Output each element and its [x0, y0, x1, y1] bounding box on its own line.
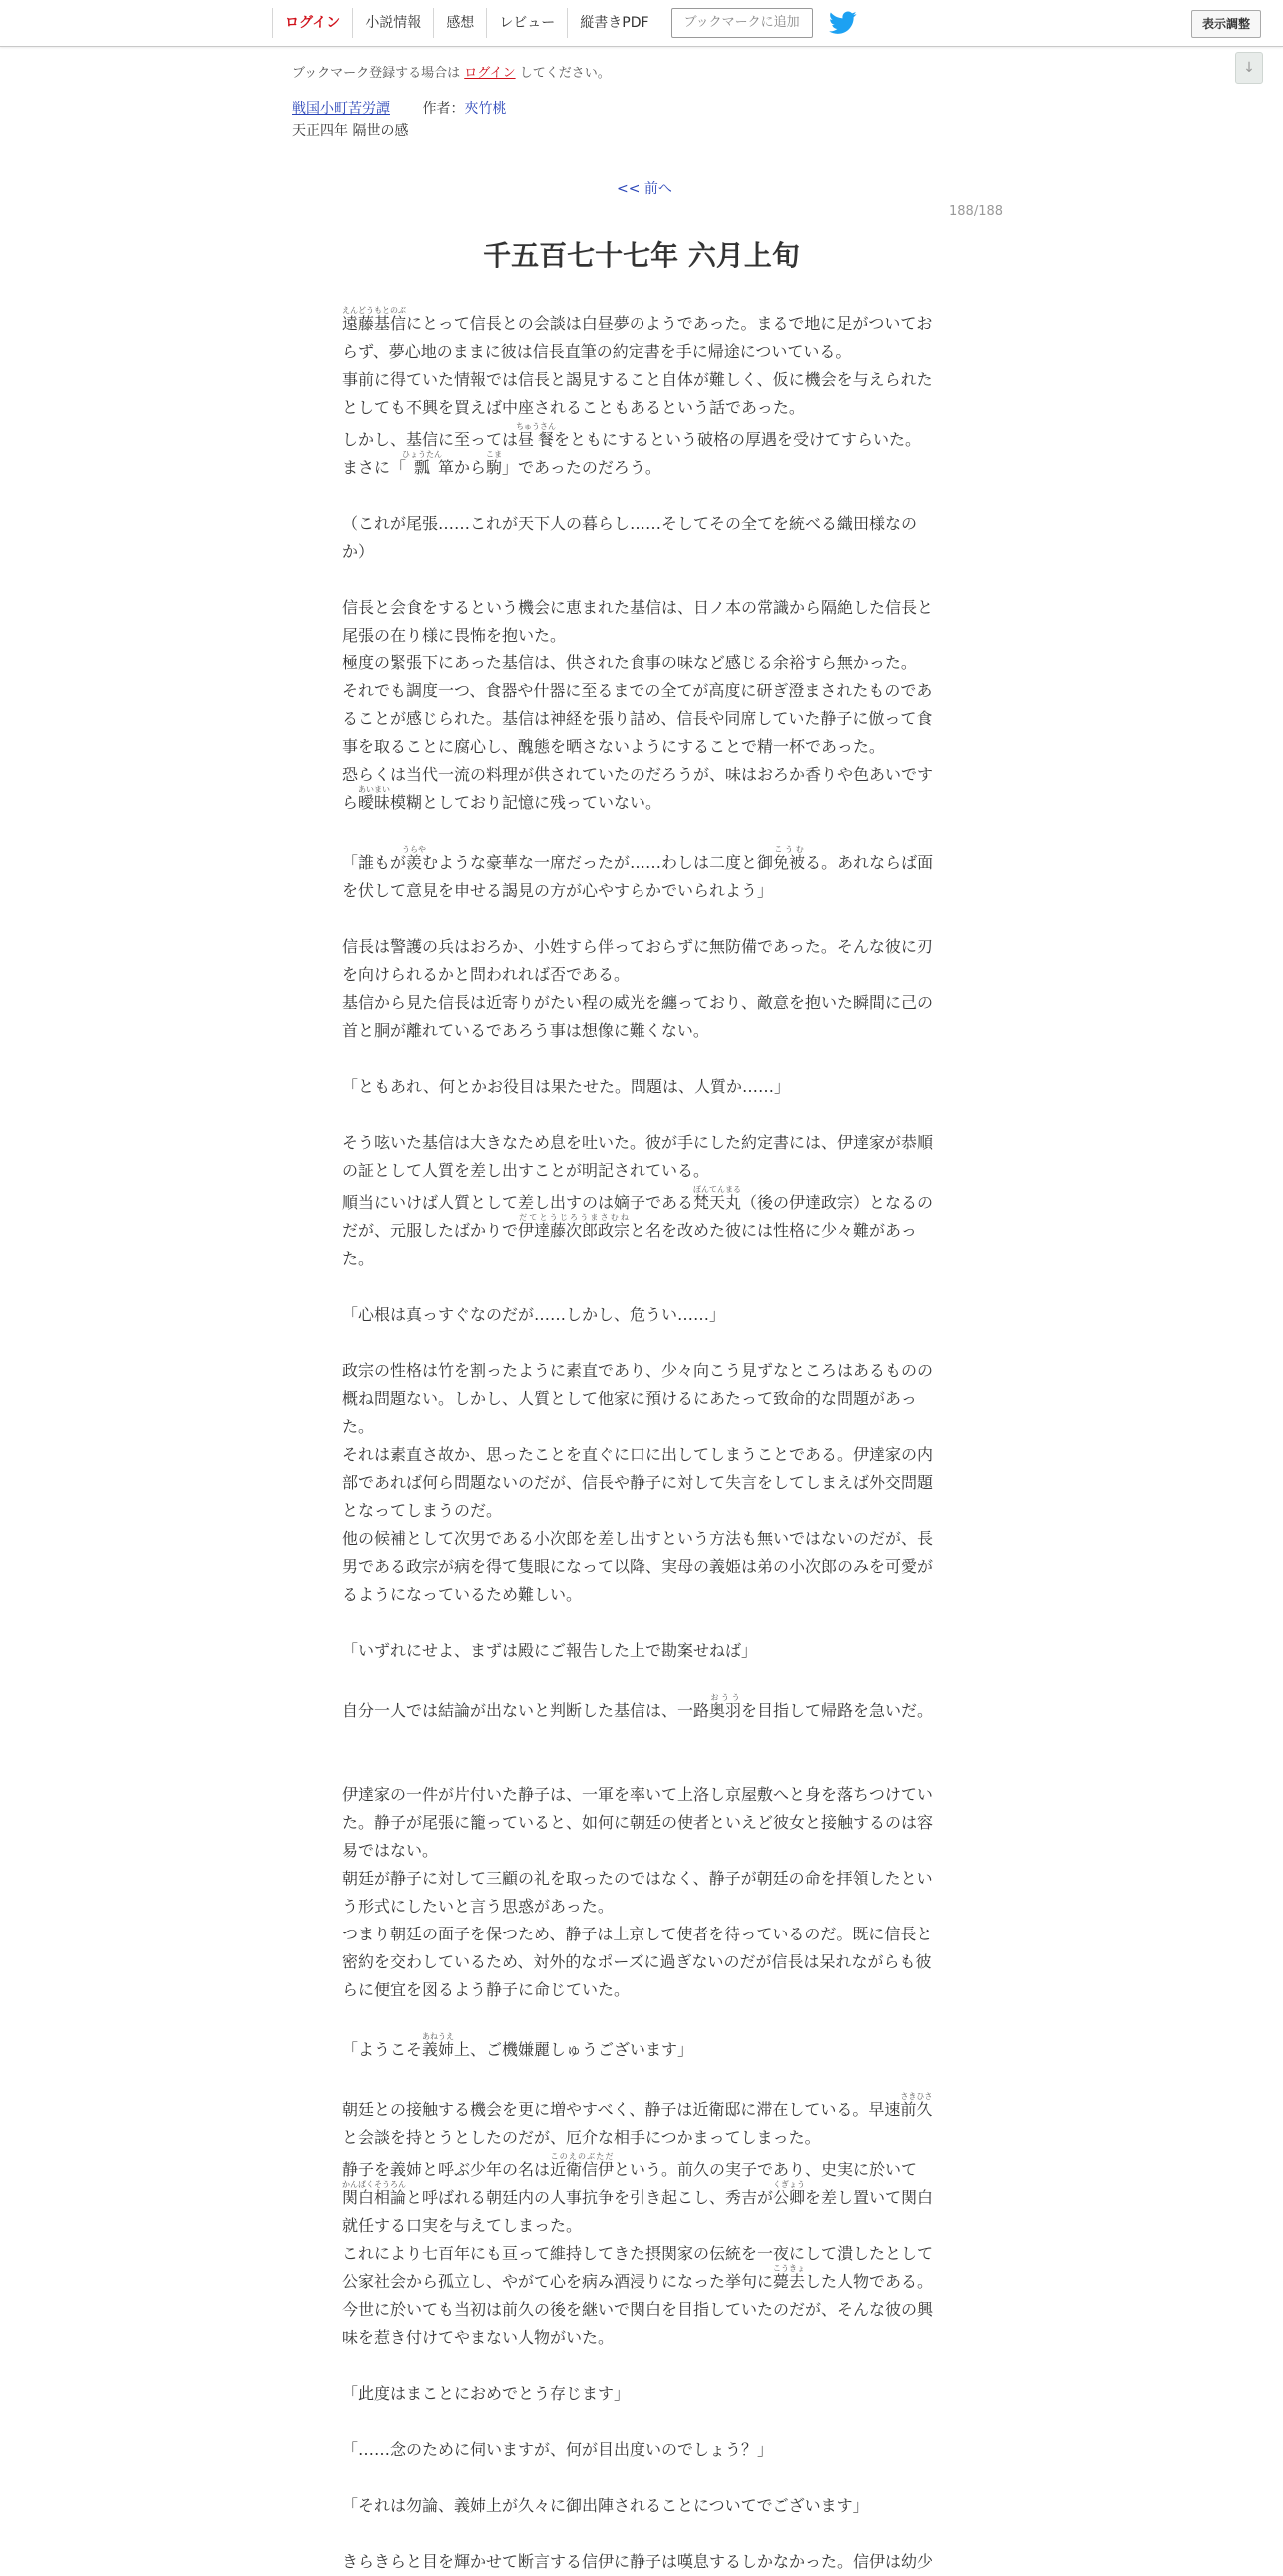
ruby: 駒こま	[486, 450, 503, 477]
blank-line	[342, 1101, 937, 1129]
episode-title: 千五百七十七年 六月上旬	[483, 239, 800, 272]
blank-line	[342, 566, 937, 594]
ruby: 関白相論かんぱくそうろん	[342, 2180, 407, 2207]
prev-page-link[interactable]: << 前へ	[617, 181, 672, 197]
blank-line	[342, 2520, 937, 2548]
paragraph: 伊達家の一件が片付いた静子は、一軍を率いて上洛し京屋敷へと身を落ちつけていた。静子が尾張に籠っていると、如何に朝廷の使者といえど彼女と接触するのは容易ではない。	[342, 1785, 934, 1860]
ruby: 義姉あねうえ	[422, 2032, 455, 2059]
nav-menu	[272, 0, 857, 46]
ruby: 奥羽おうう	[709, 1693, 742, 1720]
ruby: 前久さきひさ	[900, 2092, 933, 2119]
paragraph: 「此度はまことにおめでとう存じます」	[342, 2384, 631, 2403]
author-link[interactable]: 夾竹桃	[464, 101, 507, 117]
bookmark-login-notice	[292, 62, 611, 81]
ruby: 梵天丸ぼんてんまる	[693, 1185, 742, 1212]
paragraph: 事前に得ていた情報では信長と謁見すること自体が難しく、仮に機会を与えられたとしても不興を買えば中座されることもあるという話であった。	[342, 370, 933, 417]
paragraph: これにより七百年にも亘って維持してきた摂関家の伝統を一夜にして潰したとして公家社会から孤立し、やがて心を病み酒浸りになった挙句に薨去こうきょした人物である。	[342, 2244, 934, 2291]
paragraph: 恐らくは当代一流の料理が供されていたのだろうが、味はおろか香りや色あいですら曖昧あいまい模糊としており記憶に残っていない。	[342, 765, 934, 812]
paragraph: 今世に於いても当初は前久の後を継いで関白を目指していたのだが、そんな彼の興味を惹き付けてやまない人物がいた。	[342, 2300, 934, 2347]
author-label: 作者：	[422, 101, 465, 117]
paragraph: 遠藤基信えんどうもとのぶにとって信長との会談は白昼夢のようであった。まるで地に足がついておらず、夢心地のままに彼は信長直筆の約定書を手に帰途についている。	[342, 306, 933, 361]
paragraph: つまり朝廷の面子を保つため、静子は上京して使者を待っているのだ。既に信長と密約を交わしているため、対外的なポーズに過ぎないのだが信長は呆れながらも彼らに便宜を図るよう静子に命じていた。	[342, 1925, 933, 1999]
blank-line	[342, 1665, 937, 1693]
ruby: 昼餐ちゅうさん	[516, 422, 557, 449]
blank-line	[342, 1273, 937, 1301]
nav-login[interactable]: ログイン	[272, 8, 352, 38]
paragraph: それでも調度一つ、食器や什器に至るまでの全てが高度に研ぎ澄まされたものであることが感じられた。基信は神経を張り詰め、信長や同席していた静子に倣って食事を取ることに腐心し、醜態を晒さないようにすることで精一杯であった。	[342, 681, 933, 756]
ruby: 瓢ひょうたん	[402, 450, 443, 477]
paragraph: そう呟いた基信は大きなため息を吐いた。彼が手にした約定書には、伊達家が恭順の証として人質を差し出すことが明記されている。	[342, 1133, 934, 1180]
blank-line	[342, 1329, 937, 1357]
blank-line	[342, 2352, 937, 2380]
paragraph: （これが尾張……これが天下人の暮らし……そしてその全てを統べる織田様なのか）	[342, 514, 918, 561]
paragraph: 「いずれにせよ、まずは殿にご報告した上で勘案せねば」	[342, 1641, 758, 1660]
paragraph: 「……念のために伺いますが、何が目出度いのでしょう？」	[342, 2440, 774, 2459]
novel-body	[342, 306, 937, 2576]
paragraph: 政宗の性格は竹を割ったように素直であり、少々向こう見ずなところはあるものの概ね問題ない。しかし、人質として他家に預けるにあたって致命的な問題があった。	[342, 1361, 934, 1436]
blank-line	[342, 2464, 937, 2492]
top-navbar	[0, 0, 1283, 47]
blank-line	[342, 2408, 937, 2436]
blank-line	[342, 817, 937, 845]
paragraph: 「ともあれ、何とかお役目は果たせた。問題は、人質か……」	[342, 1077, 790, 1096]
blank-line	[342, 1609, 937, 1637]
blank-line	[342, 905, 937, 933]
ruby: 伊達藤次郎政宗だてとうじろうまさむね	[518, 1213, 631, 1240]
paragraph: 他の候補として次男である小次郎を差し出すという方法も無いではないのだが、長男である政宗が病を得て隻眼になって以降、実母の義姫は弟の小次郎のみを可愛がるようになっているため難しい。	[342, 1529, 934, 1604]
notice-suffix: してください。	[519, 66, 611, 81]
paragraph: 極度の緊張下にあった基信は、供された食事の味など感じる余裕すら無かった。	[342, 653, 917, 672]
blank-line	[342, 482, 937, 510]
paragraph: 信長と会食をするという機会に恵まれた基信は、日ノ本の常識から隔絶した信長と尾張の在り様に畏怖を抱いた。	[342, 598, 934, 644]
ruby: 曖昧あいまい	[358, 785, 391, 812]
ruby: 羨うらや	[402, 845, 427, 872]
blank-line	[342, 1725, 937, 1753]
ruby: 遠藤基信えんどうもとのぶ	[342, 306, 407, 333]
paragraph: しかし、基信に至っては昼餐ちゅうさんをともにするという破格の厚遇を受けてすらいた。まさに「瓢ひょうたん箪から駒こま」であったのだろう。	[342, 422, 922, 477]
ruby: 薨去こうきょ	[773, 2264, 806, 2291]
paragraph: 朝廷との接触する機会を更に増やすべく、静子は近衛邸に滞在している。早速前久さきひさと会談を持とうとしたのだが、厄介な相手につかまってしまった。	[342, 2092, 933, 2147]
ruby: 近衛信伊このえのぶただ	[550, 2152, 615, 2179]
nav-impressions[interactable]: 感想	[433, 8, 486, 38]
paragraph: 基信から見た信長は近寄りがたい程の威光を纏っており、敵意を抱いた瞬間に己の首と胴が離れているであろう事は想像に難くない。	[342, 993, 934, 1040]
display-settings-button[interactable]: 表示調整	[1191, 10, 1261, 38]
ruby: 公卿くぎょう	[773, 2180, 806, 2207]
nav-novel-info[interactable]: 小説情報	[352, 8, 433, 38]
blank-line	[342, 2004, 937, 2032]
paragraph: 自分一人では結論が出ないと判断した基信は、一路奥羽おううを目指して帰路を急いだ。	[342, 1693, 934, 1720]
series-title-link[interactable]: 戦国小町苦労譚	[292, 101, 390, 117]
paragraph: 信長は警護の兵はおろか、小姓すら伴っておらずに無防備であった。そんな彼に刃を向けられるかと問われれば否である。	[342, 937, 933, 984]
blank-line	[342, 2064, 937, 2092]
paragraph: 「それは勿論、義姉上が久々に御出陣されることについてでございます」	[342, 2496, 869, 2515]
blank-line	[342, 1753, 937, 1781]
notice-login-link[interactable]: ログイン	[464, 66, 516, 81]
ruby: 免被こうむ	[773, 845, 806, 872]
paragraph: それは素直さ故か、思ったことを直ぐに口に出してしまうことである。伊達家の内部であれば何ら問題ないのだが、信長や静子に対して失言をしてしまえば外交問題となってしまうのだ。	[342, 1445, 934, 1520]
paragraph: 「ようこそ義姉あねうえ上、ご機嫌麗しゅうございます」	[342, 2032, 694, 2059]
paragraph: 「心根は真っすぐなのだが……しかし、危うい……」	[342, 1305, 726, 1324]
paragraph: 朝廷が静子に対して三顧の礼を取ったのではなく、静子が朝廷の命を拝領したという形式にしたいと言う思惑があった。	[342, 1869, 933, 1916]
scroll-down-button[interactable]: ↓	[1235, 52, 1263, 84]
paragraph: 「誰もが羨うらやむような豪華な一席だったが……わしは二度と御免被こうむる。あれならば面を伏して意見を申せる謁見の方が心やすらかでいられよう」	[342, 845, 934, 900]
novel-meta	[292, 98, 506, 118]
page-counter: 188/188	[949, 204, 1004, 219]
chapter-title: 天正四年 隔世の感	[292, 123, 409, 139]
twitter-icon[interactable]	[829, 11, 857, 35]
paragraph: 順当にいけば人質として差し出すのは嫡子である梵天丸ぼんてんまる（後の伊達政宗）となるのだが、元服したばかりで伊達藤次郎政宗だてとうじろうまさむねと名を改めた彼には性格に少々難があった。	[342, 1185, 934, 1268]
blank-line	[342, 1045, 937, 1073]
paragraph: きらきらと目を輝かせて断言する信伊に静子は嘆息するしかなかった。信伊は幼少	[342, 2552, 934, 2571]
paragraph: 静子を義姉と呼ぶ少年の名は近衛信伊このえのぶただという。前久の実子であり、史実に於いて関白相論かんぱくそうろんと呼ばれる朝廷内の人事抗争を引き起こし、秀吉が公卿くぎょうを差し置いて関白就任する口実を与えてしまった。	[342, 2152, 934, 2235]
notice-prefix: ブックマーク登録する場合は	[292, 66, 461, 81]
add-bookmark-button[interactable]: ブックマークに追加	[671, 8, 813, 38]
nav-vertical-pdf[interactable]: 縦書きPDF	[567, 8, 660, 38]
nav-review[interactable]: レビュー	[486, 8, 567, 38]
